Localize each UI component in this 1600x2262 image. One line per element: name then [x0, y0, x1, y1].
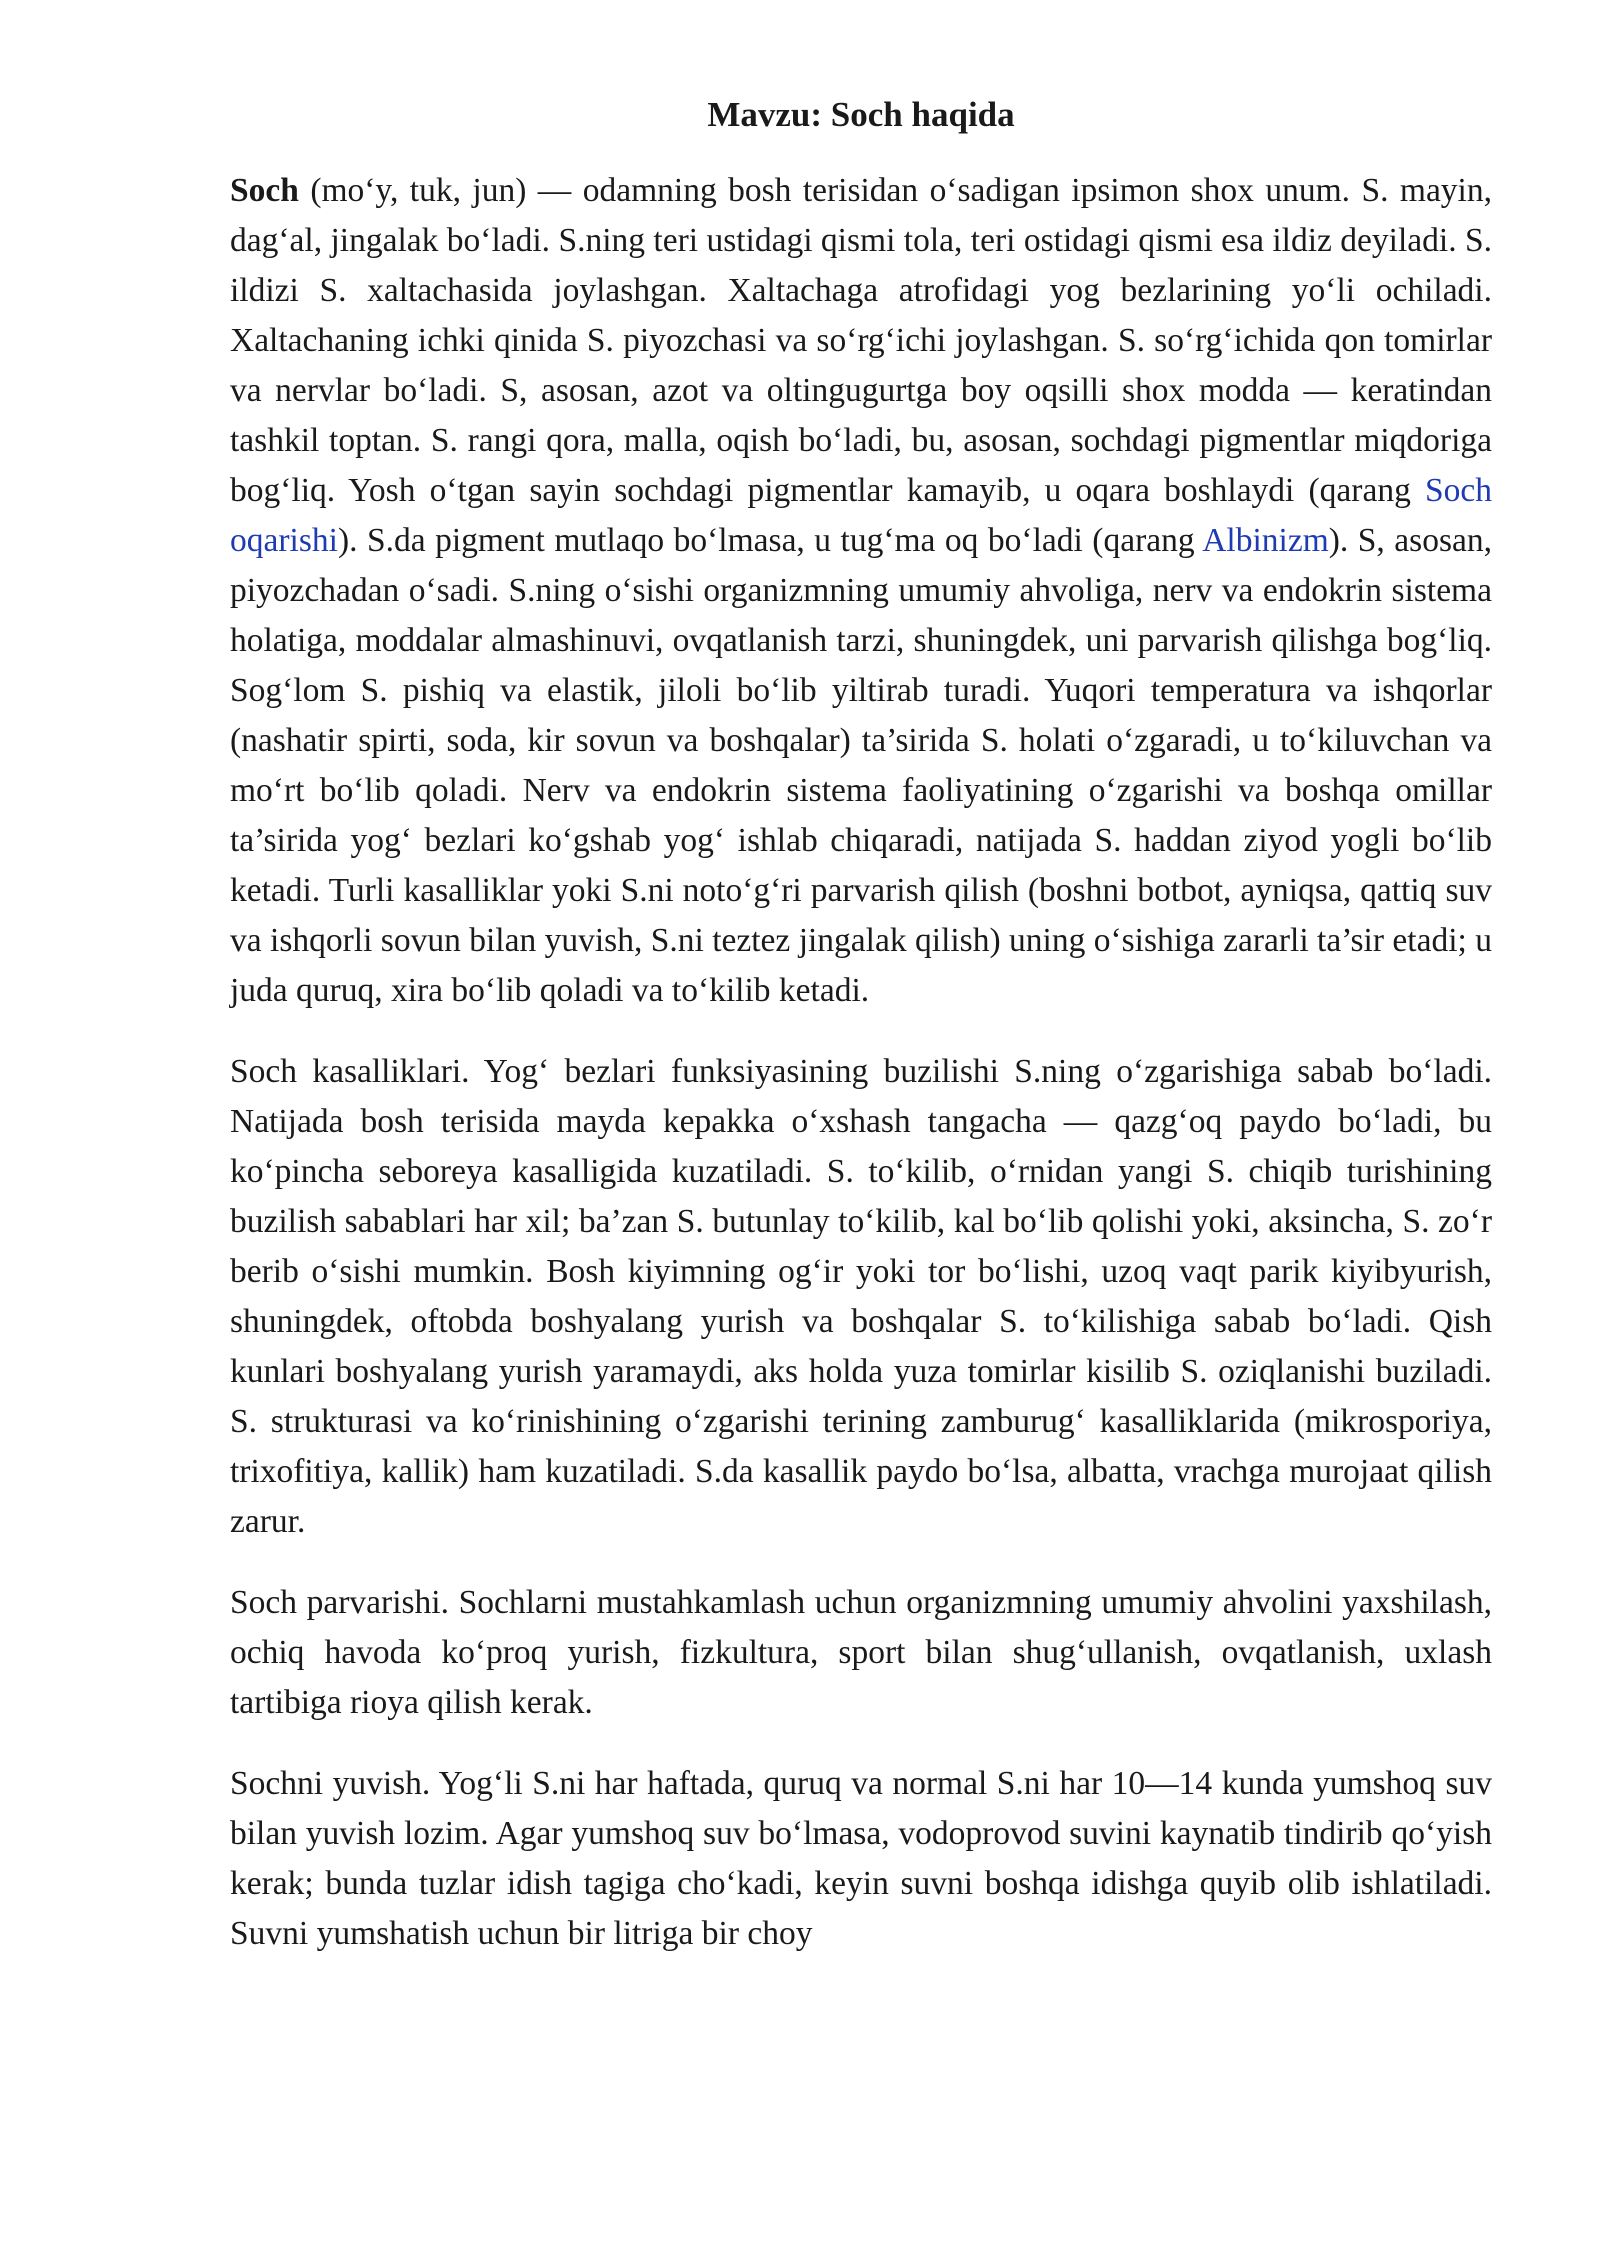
intro-text-3: ). S, asosan, piyozchadan o‘sadi. S.ning o‘sishi organizmning umumiy ahvoliga, nerv va endokrin sistema holatiga, moddalar almashinuvi, ovqatlanish tarzi, shuningdek, uni parvarish qilishga bog‘liq. Sog‘lom S. pishiq va elastik, jiloli bo‘lib yiltirab turadi. Yuqori temperatura va ishqorlar (nashatir spirti, soda, kir sovun va boshqalar) ta’sirida S. holati o‘zgaradi, u to‘kiluvchan va mo‘rt bo‘lib qoladi. Nerv va endokrin sistema faoliyatining o‘zgarishi va boshqa omillar ta’sirida yog‘ bezlari ko‘gshab yog‘ ishlab chiqaradi, natijada S. haddan ziyod yogli bo‘lib ketadi. Turli kasalliklar yoki S.ni noto‘g‘ri parvarish qilish (boshni botbot, ayniqsa, qattiq suv va ishqorli sovun bilan yuvish, S.ni teztez jingalak qilish) uning o‘sishiga zararli ta’sir etadi; u juda quruq, xira bo‘lib qoladi va to‘kilib ketadi. — [230, 522, 1492, 1009]
diseases-paragraph: Soch kasalliklari. Yog‘ bezlari funksiyasining buzilishi S.ning o‘zgarishiga sabab bo‘ladi. Natijada bosh terisida mayda kepakka o‘xshash tangacha — qazg‘oq paydo bo‘ladi, bu ko‘pincha seboreya kasalligida kuzatiladi. S. to‘kilib, o‘rnidan yangi S. chiqib turishining buzilish sabablari har xil; ba’zan S. butunlay to‘kilib, kal bo‘lib qolishi yoki, aksincha, S. zo‘r berib o‘sishi mumkin. Bosh kiyimning og‘ir yoki tor bo‘lishi, uzoq vaqt parik kiyibyurish, shuningdek, oftobda boshyalang yurish va boshqalar S. to‘kilishiga sabab bo‘ladi. Qish kunlari boshyalang yurish yaramaydi, aks holda yuza tomirlar kisilib S. oziqlanishi buziladi. S. strukturasi va ko‘rinishining o‘zgarishi terining zamburug‘ kasalliklarida (mikrosporiya, trixofitiya, kallik) ham kuzatiladi. S.da kasallik paydo bo‘lsa, albatta, vrachga murojaat qilish zarur. — [230, 1053, 1492, 1540]
intro-term: Soch — [230, 172, 299, 209]
link-albinizm[interactable]: Albinizm — [1202, 522, 1329, 559]
washing-paragraph: Sochni yuvish. Yog‘li S.ni har haftada, quruq va normal S.ni har 10—14 kunda yumshoq suv bilan yuvish lozim. Agar yumshoq suv bo‘lmasa, vodoprovod suvini kaynatib tindirib qo‘yish kerak; bunda tuzlar idish tagiga cho‘kadi, keyin suvni boshqa idishga quyib olib ishlatiladi. Suvni yumshatish uchun bir litriga bir choy — [230, 1765, 1492, 1952]
intro-text-2: ). S.da pigment mutlaqo bo‘lmasa, u tug‘ma oq bo‘ladi (qarang — [337, 522, 1203, 559]
care-paragraph: Soch parvarishi. Sochlarni mustahkamlash uchun organizmning umumiy ahvolini yaxshilash, ochiq havoda ko‘proq yurish, fizkultura, sport bilan shug‘ullanish, ovqatlanish, uxlash tartibiga rioya qilish kerak. — [230, 1584, 1492, 1721]
document-page — [230, 90, 1492, 1990]
document-title: Mavzu: Soch haqida — [707, 95, 1015, 134]
intro-paragraph — [230, 166, 1492, 1016]
link-soch-oqarishi[interactable]: Soch oqarishi — [230, 472, 1492, 559]
intro-text-1: (mo‘y, tuk, jun) — odamning bosh terisidan o‘sadigan ipsimon shox unum. S. mayin, dag‘al, jingalak bo‘ladi. S.ning teri ustidagi qismi tola, teri ostidagi qismi esa ildiz deyiladi. S. ildizi S. xaltachasida joylashgan. Xaltachaga atrofidagi yog bezlarining yo‘li ochiladi. Xaltachaning ichki qinida S. piyozchasi va so‘rg‘ichi joylashgan. S. so‘rg‘ichida qon tomirlar va nervlar bo‘ladi. S, asosan, azot va oltingugurtga boy oqsilli shox modda — keratindan tashkil toptan. S. rangi qora, malla, oqish bo‘ladi, bu, asosan, sochdagi pigmentlar miqdoriga bog‘liq. Yosh o‘tgan sayin sochdagi pigmentlar kamayib, u oqara boshlaydi (qarang — [230, 172, 1492, 509]
